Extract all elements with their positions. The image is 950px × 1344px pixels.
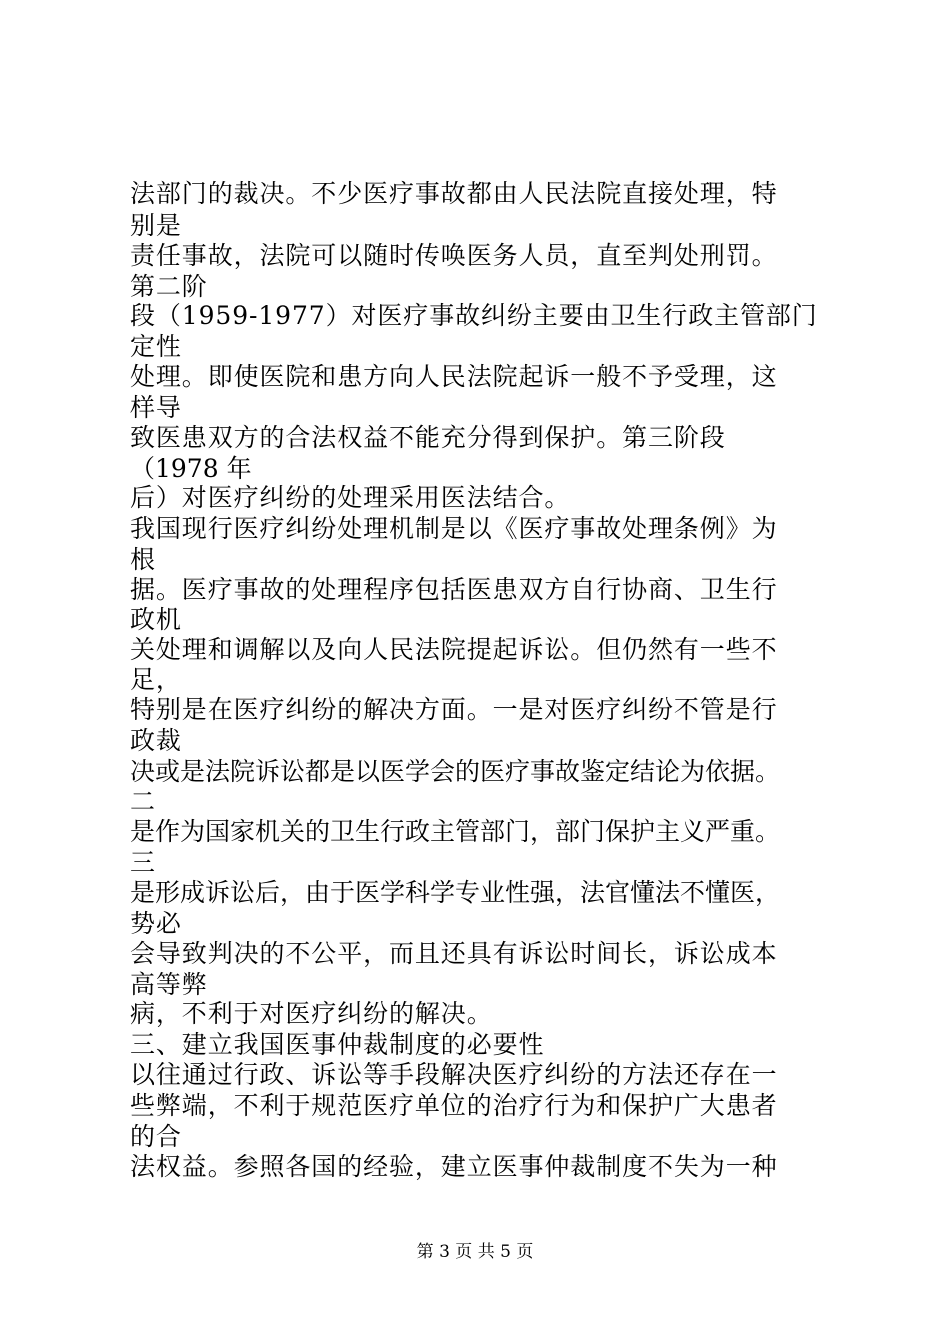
text-line: 些弊端，不利于规范医疗单位的治疗行为和保护广大患者: [130, 1091, 778, 1120]
text-line: 别是: [130, 211, 182, 240]
text-line: 政机: [130, 605, 182, 634]
text-line: 是形成诉讼后，由于医学科学专业性强，法官懂法不懂医，: [130, 878, 781, 907]
text-line: 足，: [130, 665, 182, 694]
text-line: 关处理和调解以及向人民法院提起诉讼。但仍然有一些不: [130, 635, 778, 664]
text-line: 特别是在医疗纠纷的解决方面。一是对医疗纠纷不管是行: [130, 695, 778, 724]
page-number: 第 3 页 共 5 页: [416, 1242, 534, 1262]
text-line: 以往通过行政、诉讼等手段解决医疗纠纷的方法还存在一: [130, 1060, 778, 1089]
text-line: 据。医疗事故的处理程序包括医患双方自行协商、卫生行: [130, 575, 778, 604]
text-line: 病，不利于对医疗纠纷的解决。: [130, 999, 493, 1028]
text-line: 政裁: [130, 726, 182, 755]
text-line: 会导致判决的不公平，而且还具有诉讼时间长，诉讼成本: [130, 939, 778, 968]
text-line: 决或是法院诉讼都是以医学会的医疗事故鉴定结论为依据。: [130, 757, 781, 786]
text-line: 责任事故，法院可以随时传唤医务人员，直至判处刑罚。: [130, 241, 778, 270]
text-line: 我国现行医疗纠纷处理机制是以《医疗事故处理条例》为: [130, 514, 778, 543]
page-footer: [0, 1240, 950, 1264]
text-line: （1978 年: [130, 454, 252, 483]
text-line: 定性: [130, 332, 182, 361]
text-line: 后）对医疗纠纷的处理采用医法结合。: [130, 483, 571, 512]
text-line: 第二阶: [130, 272, 208, 301]
text-line: 根: [130, 545, 156, 574]
text-line: 是作为国家机关的卫生行政主管部门，部门保护主义严重。: [130, 817, 781, 846]
text-line: 法权益。参照各国的经验，建立医事仲裁制度不失为一种: [130, 1152, 778, 1181]
text-line: 的合: [130, 1122, 182, 1151]
text-line: 段（1959-1977）对医疗事故纠纷主要由卫生行政主管部门: [130, 301, 818, 330]
section-heading: 三、建立我国医事仲裁制度的必要性: [130, 1030, 545, 1059]
text-line: 法部门的裁决。不少医疗事故都由人民法院直接处理，特: [130, 179, 778, 208]
text-line: 样导: [130, 393, 182, 422]
text-line: 处理。即使医院和患方向人民法院起诉一般不予受理，这: [130, 362, 778, 391]
text-line: 高等弊: [130, 970, 208, 999]
text-line: 三: [130, 848, 156, 877]
text-line: 致医患双方的合法权益不能充分得到保护。第三阶段: [130, 423, 726, 452]
text-line: 二: [130, 787, 156, 816]
text-line: 势必: [130, 909, 182, 938]
